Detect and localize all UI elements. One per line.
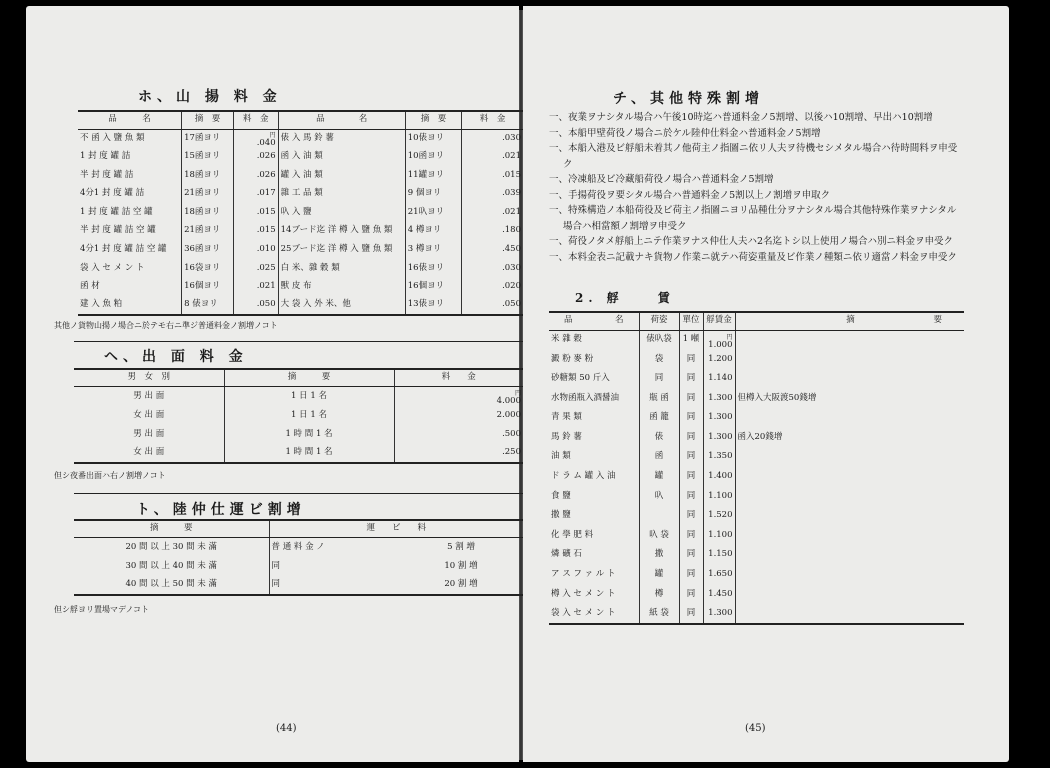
table-row <box>549 350 964 370</box>
packing: 函 <box>639 448 679 468</box>
barge-fee: 1.200 <box>703 350 735 370</box>
table-row <box>78 222 523 241</box>
header-fee: 料 金 <box>233 111 278 129</box>
remarks: 1 日 1 名 <box>224 387 394 406</box>
item-name: 米 雜 穀 <box>549 330 639 350</box>
item-name: 俵 入 馬 鈴 薯 <box>278 129 405 148</box>
item-name: 馬 鈴 薯 <box>549 428 639 448</box>
unit: 同 <box>679 369 703 389</box>
unit: 同 <box>679 546 703 566</box>
carry-surcharge-table <box>74 519 523 596</box>
special-surcharge-list <box>549 110 959 265</box>
packing: 同 <box>639 369 679 389</box>
item-name: 砂糖類 50 斤入 <box>549 369 639 389</box>
packing: 叺 <box>639 487 679 507</box>
header-remarks: 摘 要 <box>405 111 462 129</box>
packing: 罐 <box>639 467 679 487</box>
barge-fee: 1.450 <box>703 585 735 605</box>
barge-fee: 1.400 <box>703 467 735 487</box>
item-name: 澱 粉 麥 粉 <box>549 350 639 370</box>
item-name: 大 袋 入 外 米、他 <box>278 296 405 315</box>
remarks: 15函ヨリ <box>182 148 234 167</box>
remarks: 21叺ヨリ <box>405 203 462 222</box>
packing: 袋 <box>639 350 679 370</box>
header-fee: 料 金 <box>394 369 523 387</box>
barge-fee: 1.300 <box>703 604 735 624</box>
fee: .250 <box>502 447 521 458</box>
list-item: 一、特殊構造ノ本船荷役及ビ荷主ノ指圖ニヨリ品種仕分ヲナシタル場合其他特殊作業ヲナシタル場合ハ相當額ノ割增ヲ申受ク <box>549 205 957 232</box>
remarks: 16袋ヨリ <box>182 259 234 278</box>
item-name: 獸 皮 布 <box>278 278 405 297</box>
remarks <box>735 585 964 605</box>
barge-fee: 1.150 <box>703 546 735 566</box>
unit: 同 <box>679 565 703 585</box>
remarks: 16俵ヨリ <box>405 259 462 278</box>
header-item-name: 品 名 <box>549 312 639 330</box>
unit: 同 <box>679 428 703 448</box>
header-remarks: 摘 要 <box>224 369 394 387</box>
item-name: 水物函瓶入酒醤油 <box>549 389 639 409</box>
remarks: 18函ヨリ <box>182 203 234 222</box>
table-row <box>74 444 523 463</box>
mountain-unloading-fee-table <box>78 110 523 316</box>
remarks <box>735 526 964 546</box>
gender: 女 出 面 <box>74 406 224 425</box>
barge-fee: 1.140 <box>703 369 735 389</box>
remarks: 但樽入大阪渡50錢增 <box>737 392 817 403</box>
fee: .025 <box>233 259 278 278</box>
fee: .026 <box>233 166 278 185</box>
fee: .039 <box>502 188 521 199</box>
remarks <box>735 467 964 487</box>
fee: .450 <box>502 243 521 254</box>
remarks <box>735 408 964 428</box>
remarks: 4 樽ヨリ <box>405 222 462 241</box>
right-page <box>523 6 1009 762</box>
item-name: 函 入 油 類 <box>278 148 405 167</box>
item-name: 14ブード迄 洋 樽 入 鹽 魚 類 <box>278 222 405 241</box>
header-gender: 男 女 別 <box>74 369 224 387</box>
header-remarks: 摘 要 <box>182 111 234 129</box>
item-name: 建 入 魚 粕 <box>78 296 182 315</box>
table-row <box>78 296 523 315</box>
list-item: 一、本船甲壁荷役ノ場合ニ於ケル陸仲仕料金ハ普通料金ノ5割增 <box>549 127 821 139</box>
packing <box>639 506 679 526</box>
packing: 樽 <box>639 585 679 605</box>
barge-fee: 1.520 <box>703 506 735 526</box>
item-name: 4分1 封 度 罐 詰 <box>78 185 182 204</box>
fee: .030 <box>502 262 521 273</box>
gender: 男 出 面 <box>74 387 224 406</box>
fee: .010 <box>233 241 278 260</box>
fee: 円 4.000 <box>394 387 523 406</box>
table-row <box>74 387 523 406</box>
barge-fee: 1.300 <box>703 389 735 409</box>
remarks: 40 間 以 上 50 間 未 滿 <box>74 576 269 595</box>
page-number: (44) <box>276 723 297 734</box>
item-name: 燐 礦 石 <box>549 546 639 566</box>
table-row <box>549 546 964 566</box>
remarks: 3 樽ヨリ <box>405 241 462 260</box>
fee: .180 <box>502 225 521 236</box>
item-name: 化 學 肥 料 <box>549 526 639 546</box>
list-item: 一、本船入港及ビ艀船未着其ノ他荷主ノ指圖ニ依リ人夫ヲ待機セシメタル場合ハ待時間料ヲ申受ク <box>549 143 958 170</box>
table-row <box>549 585 964 605</box>
page-number: (45) <box>745 723 766 734</box>
table-row <box>549 526 964 546</box>
item-name: 1 封 度 罐 詰 空 罐 <box>78 203 182 222</box>
item-name: 不 函 入 鹽 魚 類 <box>78 129 182 148</box>
header-remarks: 摘 要 <box>74 520 269 538</box>
packing: 俵 <box>639 428 679 448</box>
unit: 同 <box>679 506 703 526</box>
list-item: 一、荷役ノタメ艀船上ニテ作業ヲナス仲仕人夫ハ2名迄トシ以上使用ノ場合ハ別ニ料金ヲ申受ク <box>549 236 954 247</box>
table-row <box>549 389 964 409</box>
remarks: 18函ヨリ <box>182 166 234 185</box>
remarks <box>735 448 964 468</box>
packing: 俵叺袋 <box>639 330 679 350</box>
table-row <box>78 259 523 278</box>
item-name: ド ラ ム 罐 入 油 <box>549 467 639 487</box>
packing: 瓶 函 <box>639 389 679 409</box>
remarks <box>735 369 964 389</box>
item-name: 食 鹽 <box>549 487 639 507</box>
fee: .015 <box>233 203 278 222</box>
header-item-name: 品 名 <box>78 111 182 129</box>
barge-fee-table <box>549 311 964 625</box>
header-packing: 荷姿 <box>639 312 679 330</box>
remarks: 17函ヨリ <box>182 129 234 148</box>
item-name: 半 封 度 罐 詰 空 罐 <box>78 222 182 241</box>
fee: .020 <box>502 281 521 292</box>
item-name: 袋 入 セ メ ン ト <box>549 604 639 624</box>
table-row <box>549 487 964 507</box>
packing: 罐 <box>639 565 679 585</box>
remarks: 8 俵ヨリ <box>182 296 234 315</box>
barge-fee: 1.100 <box>703 526 735 546</box>
table-row <box>74 425 523 444</box>
unit: 同 <box>679 487 703 507</box>
list-item: 一、夜業ヲナシタル場合ハ午後10時迄ハ普通料金ノ5割增、以後ハ10割增、早出ハ10割增 <box>549 112 933 123</box>
remarks <box>735 565 964 585</box>
table-row <box>549 467 964 487</box>
remarks: 函入20錢增 <box>737 431 783 442</box>
fee: .050 <box>502 299 521 310</box>
fee: .021 <box>502 206 521 217</box>
table-row <box>549 369 964 389</box>
fee: .050 <box>233 296 278 315</box>
unit: 同 <box>679 389 703 409</box>
gender: 男 出 面 <box>74 425 224 444</box>
header-unit: 單位 <box>679 312 703 330</box>
yen-mark: 円 <box>726 333 733 341</box>
remarks: 9 個ヨリ <box>405 185 462 204</box>
remarks: 30 間 以 上 40 間 未 滿 <box>74 557 269 576</box>
unit: 同 <box>679 585 703 605</box>
item-name: 油 類 <box>549 448 639 468</box>
table-row <box>74 557 523 576</box>
remarks: 36函ヨリ <box>182 241 234 260</box>
section-title-he: ヘ、出 面 料 金 <box>104 348 248 365</box>
item-name: 樽 入 セ メ ン ト <box>549 585 639 605</box>
header-remarks: 摘 要 <box>735 312 964 330</box>
section-title-to: ト、陸仲仕運ビ割增 <box>136 501 306 518</box>
left-page <box>26 6 519 762</box>
remarks <box>735 350 964 370</box>
unit: 1 噸 <box>679 330 703 350</box>
he-note: 但シ夜番出面ハ右ノ割増ノコト <box>54 470 166 480</box>
packing: 函 籠 <box>639 408 679 428</box>
table-row <box>74 406 523 425</box>
remarks <box>735 604 964 624</box>
header-item-name: 品 名 <box>278 111 405 129</box>
yen-mark: 円 <box>269 131 276 139</box>
packing: 紙 袋 <box>639 604 679 624</box>
base-fee: 同 <box>271 560 281 571</box>
fee: .030 <box>502 132 521 143</box>
unit: 同 <box>679 604 703 624</box>
fee: .021 <box>233 278 278 297</box>
unit: 同 <box>679 350 703 370</box>
barge-fee: 1.650 <box>703 565 735 585</box>
unit: 同 <box>679 408 703 428</box>
remarks: 20 間 以 上 30 間 未 滿 <box>74 538 269 557</box>
gender: 女 出 面 <box>74 444 224 463</box>
table-row <box>549 408 964 428</box>
remarks <box>735 487 964 507</box>
item-name: 函 材 <box>78 278 182 297</box>
remarks: 1 時 間 1 名 <box>224 444 394 463</box>
table-row <box>78 278 523 297</box>
table-row <box>78 129 523 148</box>
divider <box>74 341 523 342</box>
yen-mark: 円 <box>514 389 521 397</box>
remarks <box>735 546 964 566</box>
daily-labor-fee-table <box>74 368 523 464</box>
surcharge: 5 割 増 <box>447 541 475 552</box>
fee: .500 <box>502 428 521 439</box>
item-name: 1 封 度 罐 詰 <box>78 148 182 167</box>
ho-note: 其他ノ貨物山揚ノ場合ニ於テモ右ニ準ジ普通料金ノ割増ノコト <box>54 320 278 330</box>
barge-fee: 円 1.000 <box>703 330 735 350</box>
remarks: 10俵ヨリ <box>405 129 462 148</box>
item-name: 雜 工 品 類 <box>278 185 405 204</box>
table-row <box>78 241 523 260</box>
table-row <box>549 604 964 624</box>
header-barge-fee: 艀賃金 <box>703 312 735 330</box>
to-note: 但シ艀ヨリ置場マデノコト <box>54 604 150 614</box>
remarks: 21函ヨリ <box>182 185 234 204</box>
surcharge: 20 割 増 <box>444 579 478 590</box>
item-name: 25ブード迄 洋 樽 入 鹽 魚 類 <box>278 241 405 260</box>
item-name: 白 米、雜 穀 類 <box>278 259 405 278</box>
list-item: 一、本料金表ニ記載ナキ貨物ノ作業ニ就テハ荷姿重量及ビ作業ノ種類ニ依リ適當ノ料金ヲ申受ク <box>549 251 957 263</box>
table-row <box>549 428 964 448</box>
remarks: 1 日 1 名 <box>224 406 394 425</box>
remarks: 16個ヨリ <box>405 278 462 297</box>
table-row <box>549 506 964 526</box>
table-row <box>549 448 964 468</box>
table-row <box>78 166 523 185</box>
table-row <box>78 185 523 204</box>
barge-fee: 1.300 <box>703 408 735 428</box>
table-row <box>78 203 523 222</box>
unit: 同 <box>679 467 703 487</box>
fee: .021 <box>502 151 521 161</box>
fee: .015 <box>502 169 521 180</box>
item-name: 罐 入 油 類 <box>278 166 405 185</box>
item-name: 4分1 封 度 罐 詰 空 罐 <box>78 241 182 260</box>
base-fee: 同 <box>271 579 281 590</box>
remarks <box>735 506 964 526</box>
header-fee: 料 金 <box>462 111 523 129</box>
list-item: 一、手揚荷役ヲ要シタル場合ハ普通料金ノ5割以上ノ割增ヲ申取ク <box>549 189 831 201</box>
item-name: 青 果 類 <box>549 408 639 428</box>
divider <box>74 493 523 494</box>
item-name: ア ス フ ァ ル ト <box>549 565 639 585</box>
section-title-barge: 2. 艀 賃 <box>575 291 675 305</box>
barge-fee: 1.300 <box>703 428 735 448</box>
fee: .015 <box>233 222 278 241</box>
packing: 叺 袋 <box>639 526 679 546</box>
base-fee: 普 通 料 金 ノ <box>271 541 325 552</box>
remarks: 11罐ヨリ <box>405 166 462 185</box>
packing: 撒 <box>639 546 679 566</box>
item-name: 半 封 度 罐 詰 <box>78 166 182 185</box>
remarks: 16個ヨリ <box>182 278 234 297</box>
table-row <box>549 330 964 350</box>
item-name: 袋 入 セ メ ン ト <box>78 259 182 278</box>
table-row <box>74 538 523 557</box>
unit: 同 <box>679 448 703 468</box>
surcharge: 10 割 増 <box>444 560 478 571</box>
list-item: 一、冷凍船及ビ冷藏船荷役ノ場合ハ普通料金ノ5割增 <box>549 174 774 185</box>
item-name: 撒 鹽 <box>549 506 639 526</box>
item-name: 叺 入 鹽 <box>278 203 405 222</box>
table-row <box>549 565 964 585</box>
remarks: 1 時 間 1 名 <box>224 425 394 444</box>
fee: 2.000 <box>496 409 521 420</box>
section-title-ho: ホ、山 揚 料 金 <box>138 89 282 105</box>
remarks: 21函ヨリ <box>182 222 234 241</box>
remarks <box>735 330 964 350</box>
header-carry-fee: 運 ビ 料 <box>269 520 523 538</box>
remarks: 10函ヨリ <box>405 148 462 167</box>
unit: 同 <box>679 526 703 546</box>
fee: .017 <box>233 185 278 204</box>
table-row <box>74 576 523 595</box>
section-title-chi: チ、其他特殊割增 <box>613 91 765 107</box>
table-row <box>78 148 523 167</box>
barge-fee: 1.100 <box>703 487 735 507</box>
fee: .026 <box>233 148 278 167</box>
barge-fee: 1.350 <box>703 448 735 468</box>
remarks: 13俵ヨリ <box>405 296 462 315</box>
fee: 円 .040 <box>233 129 278 148</box>
